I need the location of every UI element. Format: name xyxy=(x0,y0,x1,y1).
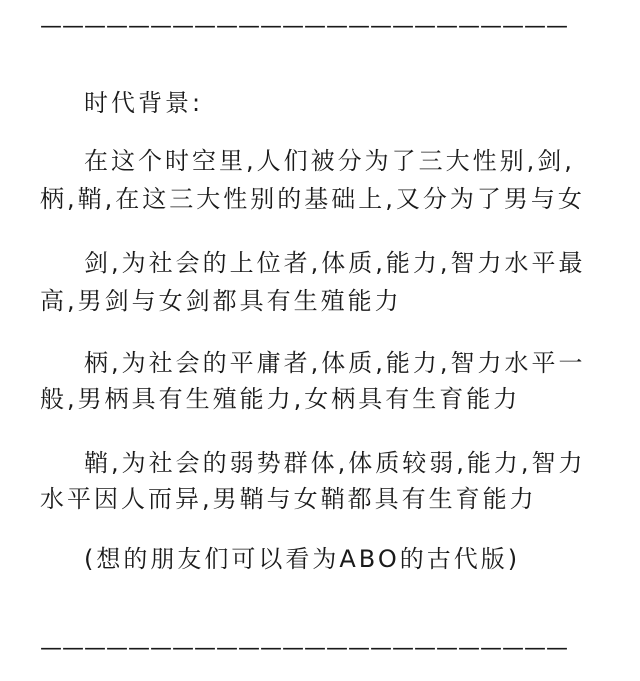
paragraph-4-line-1: 鞘,为社会的弱势群体,体质较弱,能力,智力 xyxy=(84,449,586,477)
paragraph-1-line-2: 柄,鞘,在这三大性别的基础上,又分为了男与女 xyxy=(40,185,585,213)
paragraph-2-line-1: 剑,为社会的上位者,体质,能力,智力水平最 xyxy=(84,249,586,277)
paragraph-3-line-2: 般,男柄具有生殖能力,女柄具有生育能力 xyxy=(40,385,521,413)
top-divider: ———————————————————————— xyxy=(40,16,568,38)
paragraph-1-line-1: 在这个时空里,人们被分为了三大性别,剑, xyxy=(84,147,575,175)
bottom-divider: ———————————————————————— xyxy=(40,638,568,660)
paragraph-3-line-1: 柄,为社会的平庸者,体质,能力,智力水平一 xyxy=(84,349,586,377)
paragraph-4-line-2: 水平因人而异,男鞘与女鞘都具有生育能力 xyxy=(40,485,537,513)
note-text: (想的朋友们可以看为ABO的古代版) xyxy=(84,545,521,573)
section-heading: 时代背景: xyxy=(84,89,204,117)
paragraph-2-line-2: 高,男剑与女剑都具有生殖能力 xyxy=(40,287,402,315)
